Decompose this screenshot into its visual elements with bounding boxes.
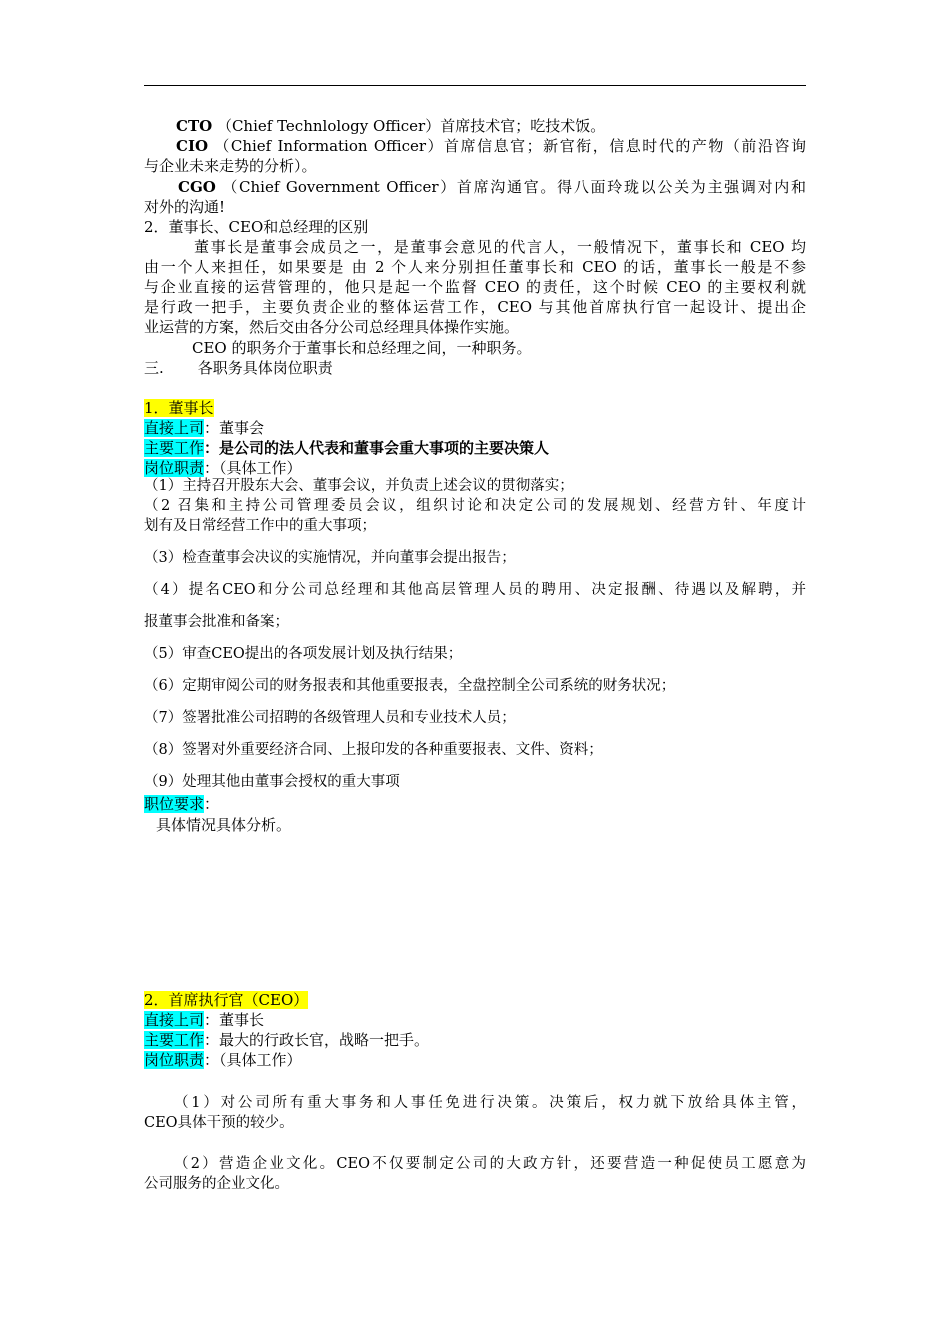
duty-value: ：（具体工作） <box>204 459 302 477</box>
chairman-title-line <box>144 398 806 418</box>
chairman-requirement <box>144 794 806 814</box>
chairman-duty <box>144 458 806 478</box>
cgo-line-1 <box>144 177 806 197</box>
ceo-superior <box>144 1010 806 1030</box>
chairman-title: 1．董事长 <box>144 399 214 417</box>
section2-para-line: 业运营的方案，然后交由各分公司总经理具体操作实施。 <box>144 318 520 336</box>
cio-abbr: CIO <box>176 137 209 155</box>
chairman-superior <box>144 418 806 438</box>
chairman-duty-item: （6）定期审阅公司的财务报表和其他重要报表，全盘控制全公司系统的财务状况； <box>144 678 676 694</box>
section3-heading <box>144 358 806 378</box>
main-work-value: ：是公司的法人代表和董事会重大事项的主要决策人 <box>204 439 550 457</box>
ceo-duty-item: （2）营造企业文化。CEO不仅要制定公司的大政方针，还要营造一种促使员工愿意为 <box>174 1156 806 1172</box>
section2-summary: CEO 的职务介于董事长和总经理之间，一种职务。 <box>192 339 532 357</box>
cto-text: （Chief Technlology Officer）首席技术官；吃技术饭。 <box>216 117 606 135</box>
chairman-duty-item: （1）主持召开股东大会、董事会议，并负责上述会议的贯彻落实； <box>144 478 574 494</box>
chairman-duty-item: （5）审查CEO提出的各项发展计划及执行结果； <box>144 646 463 662</box>
duty-value: ：（具体工作） <box>204 1051 302 1069</box>
chairman-duty-item: （4）提名CEO和分公司总经理和其他高层管理人员的聘用、决定报酬、待遇以及解聘，并 <box>144 582 806 598</box>
section3-title: 各职务具体岗位职责 <box>197 359 333 377</box>
section2-heading: 2．董事长、CEO和总经理的区别 <box>144 218 369 236</box>
cgo-line-2: 对外的沟通! <box>144 198 226 216</box>
cio-text-1: （Chief Information Officer）首席信息官；新官衔，信息时代的产物（前沿咨询 <box>214 137 806 155</box>
chairman-duty-item: （2 召集和主持公司管理委员会议，组织讨论和决定公司的发展规划、经营方针、年度计 <box>144 498 806 514</box>
superior-value: ：董事长 <box>204 1011 265 1029</box>
section3-num: 三. <box>144 359 164 377</box>
ceo-main-work <box>144 1030 806 1050</box>
section2-para-line: 是行政一把手，主要负责企业的整体运营工作，CEO 与其他首席执行官一起设计、提出企 <box>144 298 806 316</box>
ceo-duty-item: 公司服务的企业文化。 <box>144 1176 289 1192</box>
cgo-text-1: （Chief Government Officer）首席沟通官。得八面玲珑以公关为主强调对内和 <box>222 178 806 196</box>
chairman-duty-item: 报董事会批准和备案； <box>144 614 289 630</box>
chairman-duty-item: （3）检查董事会决议的实施情况，并向董事会提出报告； <box>144 550 516 566</box>
section2-para-line: 董事长是董事会成员之一，是董事会意见的代言人，一般情况下，董事长和 CEO 均 <box>194 238 806 256</box>
duty-label: 岗位职责 <box>144 459 205 477</box>
ceo-title: 2．首席执行官（CEO） <box>144 991 309 1009</box>
superior-value: ：董事会 <box>204 419 265 437</box>
cio-line-2: 与企业未来走势的分析）。 <box>144 157 317 175</box>
chairman-duty-item: 划有及日常经营工作中的重大事项； <box>144 518 376 534</box>
cto-line <box>144 116 806 136</box>
header-rule <box>144 85 806 86</box>
cio-line-1 <box>144 136 806 156</box>
chairman-duty-item: （7）签署批准公司招聘的各级管理人员和专业技术人员； <box>144 710 516 726</box>
chairman-main-work <box>144 438 806 458</box>
superior-label: 直接上司 <box>144 1011 205 1029</box>
cgo-abbr: CGO <box>178 178 216 196</box>
requirement-label: 职位要求 <box>144 795 205 813</box>
main-work-label: 主要工作 <box>144 1031 205 1049</box>
main-work-label: 主要工作 <box>144 439 205 457</box>
superior-label: 直接上司 <box>144 419 205 437</box>
ceo-duty-item: CEO具体干预的较少。 <box>144 1115 294 1131</box>
duty-label: 岗位职责 <box>144 1051 205 1069</box>
ceo-duty-item: （1）对公司所有重大事务和人事任免进行决策。决策后，权力就下放给具体主管， <box>174 1095 806 1111</box>
chairman-duty-item: （9）处理其他由董事会授权的重大事项 <box>144 774 400 790</box>
requirement-value: 具体情况具体分析。 <box>156 816 292 834</box>
main-work-value: ：最大的行政长官，战略一把手。 <box>204 1031 430 1049</box>
chairman-duty-item: （8）签署对外重要经济合同、上报印发的各种重要报表、文件、资料； <box>144 742 603 758</box>
section2-para-line: 与企业直接的运营管理的，他只是起一个监督 CEO 的责任，这个时候 CEO 的主要权利就 <box>144 278 806 296</box>
section2-para-line: 由一个人来担任，如果要是 由 2 个人来分别担任董事长和 CEO 的话，董事长一般是不参 <box>144 258 806 276</box>
requirement-colon: ： <box>204 795 220 813</box>
ceo-duty <box>144 1050 806 1070</box>
cto-abbr: CTO <box>176 117 213 135</box>
ceo-title-line <box>144 990 806 1010</box>
